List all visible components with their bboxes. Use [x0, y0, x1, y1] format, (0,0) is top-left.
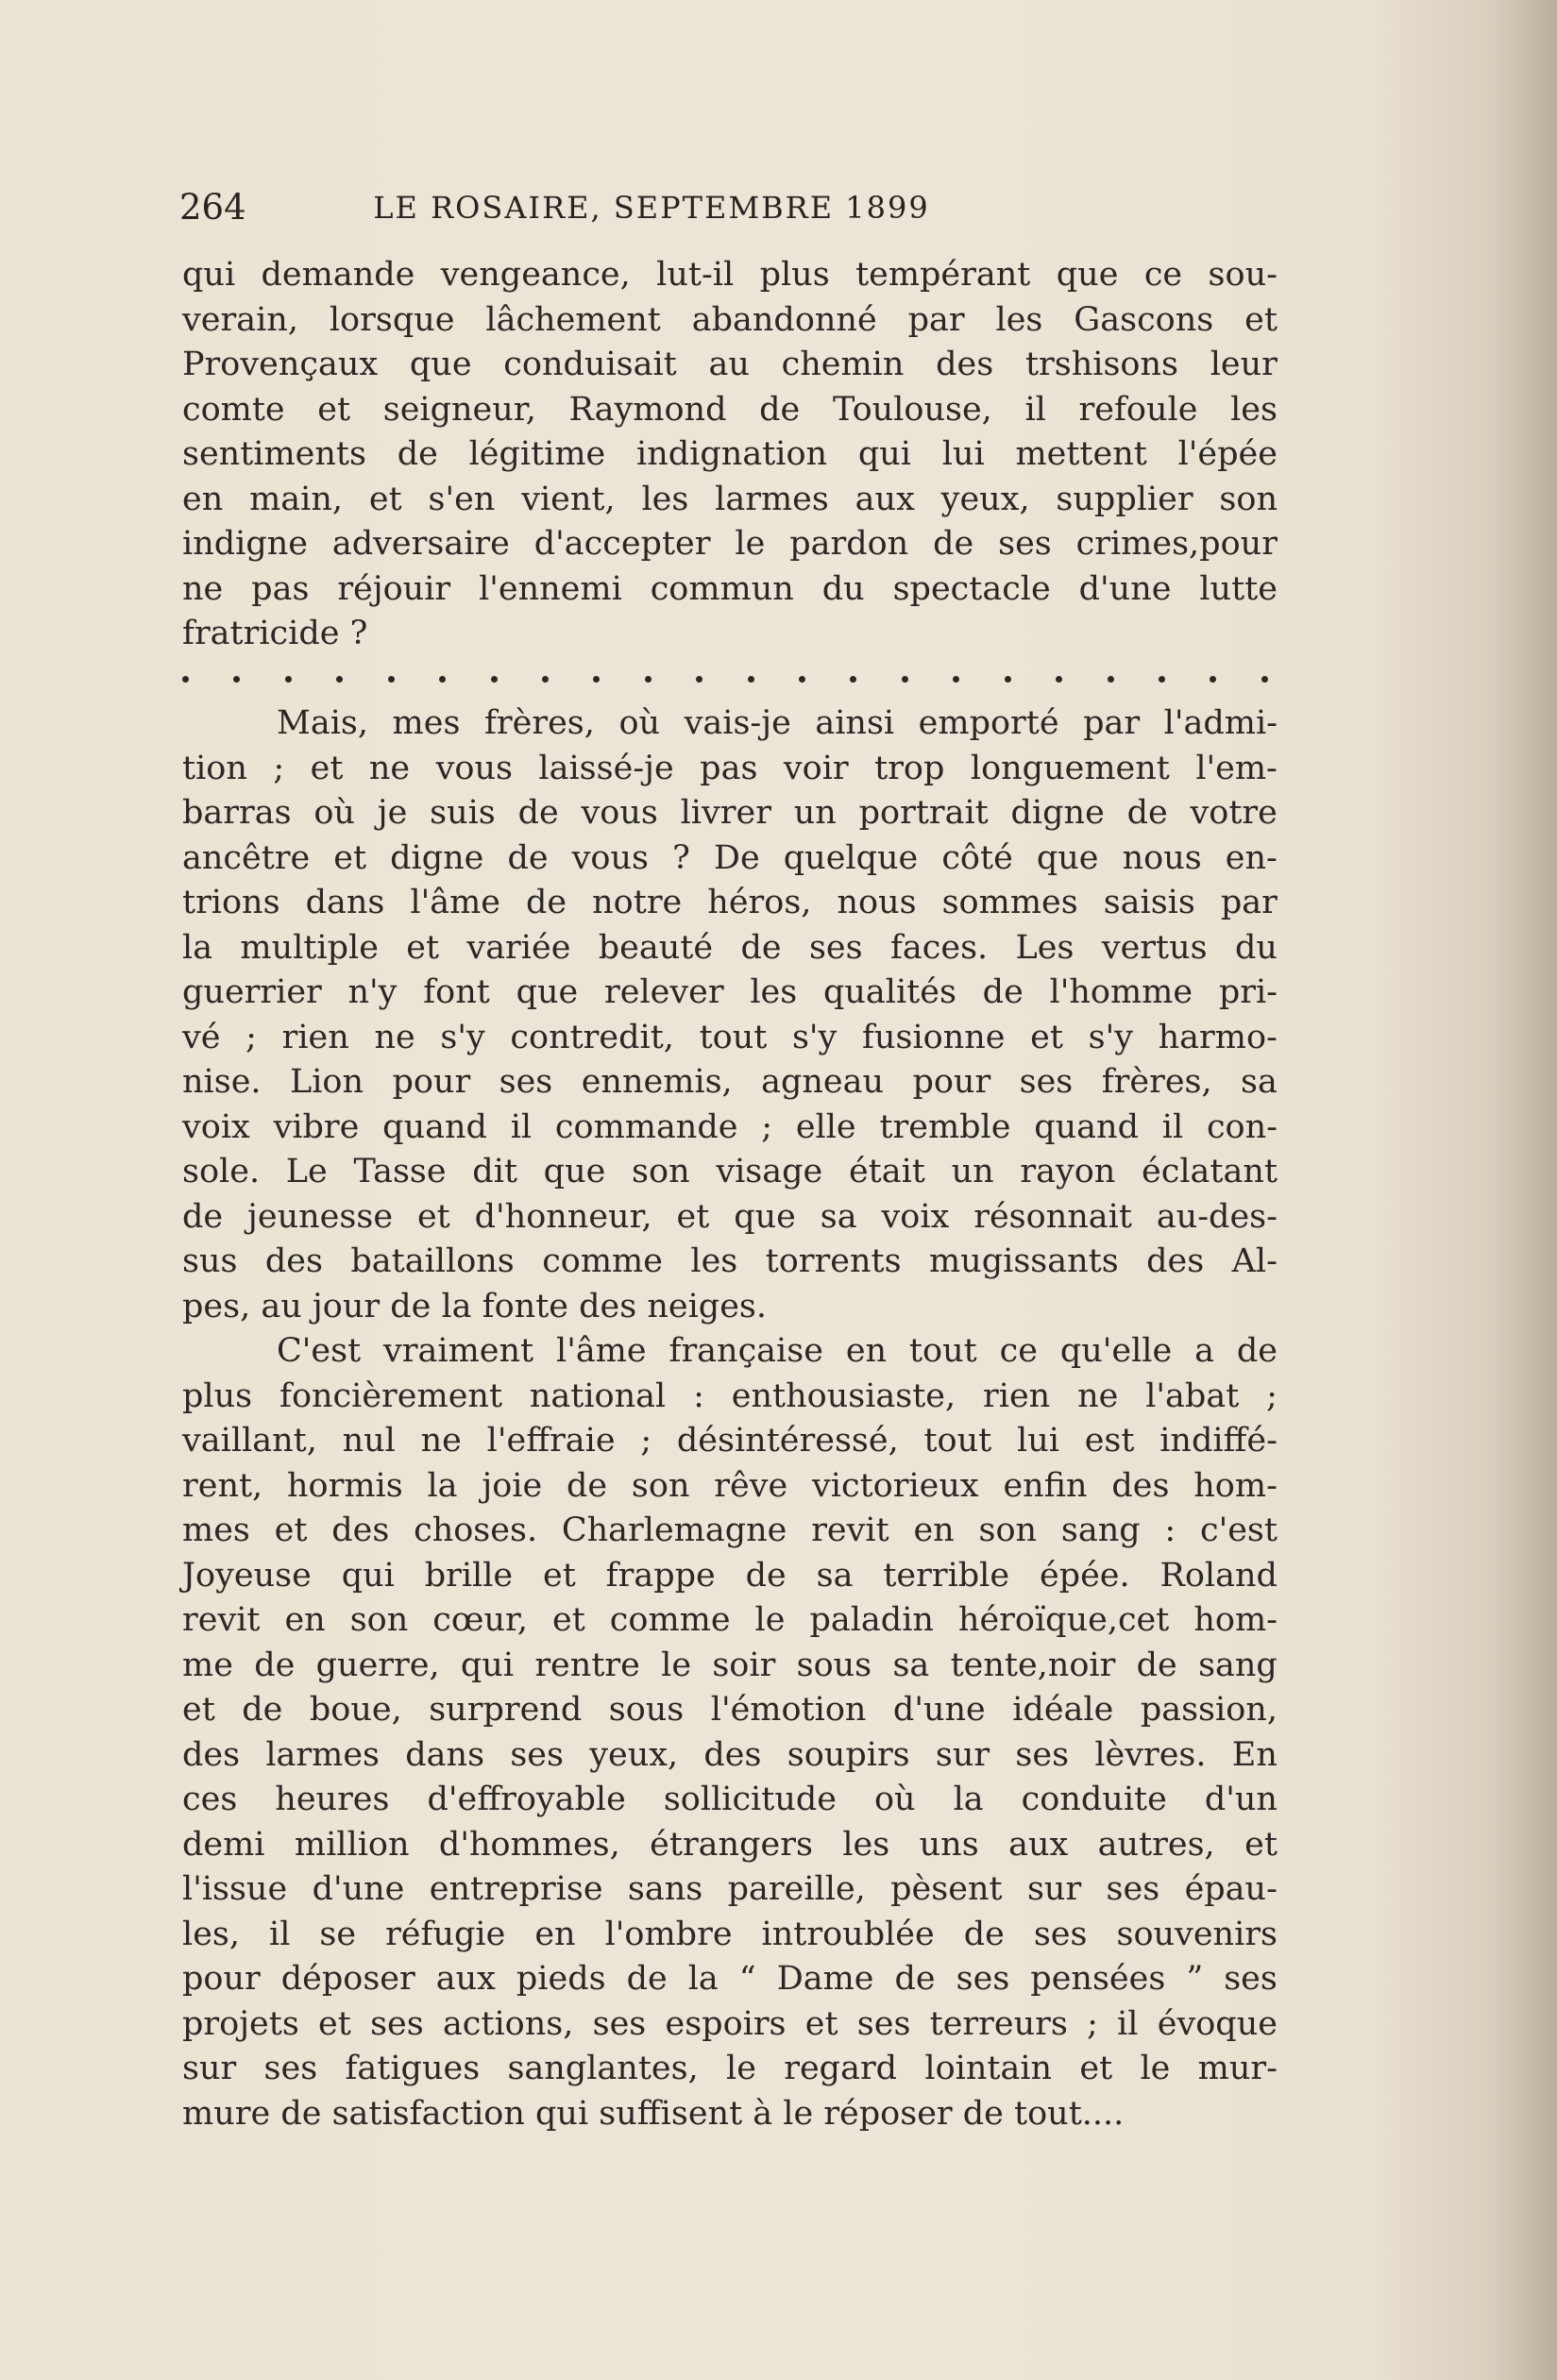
text-line: C'est vraiment l'âme française en tout ce qu'elle a de [277, 1332, 1278, 1370]
separator-dot [1005, 676, 1011, 683]
separator-dot [182, 676, 189, 683]
separator-dot [645, 676, 652, 683]
separator-dot [336, 676, 343, 683]
text-line: Provençaux que conduisait au chemin des trshisons leur [182, 346, 1278, 383]
separator-dot [1261, 676, 1268, 683]
text-line: pes, au jour de la fonte des neiges. [182, 1287, 768, 1325]
paragraph-2 [182, 701, 1278, 1329]
text-line: ne pas réjouir l'ennemi commun du spectacle d'une lutte [182, 569, 1278, 608]
text-line: pour déposer aux pieds de la “ Dame de ses pensées ” ses [182, 1960, 1278, 1998]
running-head [179, 179, 1010, 236]
separator-dot [491, 676, 498, 683]
separator-dot [593, 676, 600, 683]
text-line: trions dans l'âme de notre héros, nous sommes saisis par [182, 884, 1278, 921]
text-line: et de boue, surprend sous l'émotion d'une idéale passion, [182, 1691, 1278, 1729]
page-number: 264 [179, 187, 246, 228]
paragraph-1 [182, 253, 1278, 657]
body-text [182, 253, 1278, 2136]
separator-dot [953, 676, 959, 683]
text-line: la multiple et variée beauté de ses faces. Les vertus du [182, 928, 1278, 967]
text-line: barras où je suis de vous livrer un portrait digne de votre [182, 794, 1278, 832]
text-line: sur ses fatigues sanglantes, le regard lointain et le mur- [182, 2050, 1278, 2087]
separator-dot [542, 676, 549, 683]
text-line: sus des bataillons comme les torrents mugissants des Al- [182, 1242, 1278, 1280]
text-line: voix vibre quand il commande ; elle tremble quand il con- [182, 1107, 1278, 1146]
text-line: sole. Le Tasse dit que son visage était un rayon éclatant [182, 1153, 1278, 1190]
text-line: revit en son cœur, et comme le paladin héroïque,cet hom- [182, 1601, 1278, 1639]
text-line: de jeunesse et d'honneur, et que sa voix résonnait au-des- [182, 1197, 1278, 1236]
separator-dot [799, 676, 805, 683]
separator-dot [285, 676, 292, 683]
separator-dot [1159, 676, 1165, 683]
text-line: ces heures d'effroyable sollicitude où la conduite d'un [182, 1781, 1278, 1818]
separator-dot [748, 676, 754, 683]
text-line: des larmes dans ses yeux, des soupirs sur ses lèvres. En [182, 1735, 1278, 1774]
text-line: Joyeuse qui brille et frappe de sa terrible épée. Roland [182, 1556, 1278, 1595]
text-line: demi million d'hommes, étrangers les uns aux autres, et [182, 1825, 1278, 1864]
text-line: guerrier n'y font que relever les qualités de l'homme pri- [182, 973, 1278, 1011]
text-line: projets et ses actions, ses espoirs et ses terreurs ; il évoque [182, 2004, 1278, 2043]
text-line: vaillant, nul ne l'effraie ; désintéressé, tout lui est indiffé- [182, 1422, 1278, 1460]
text-line: rent, hormis la joie de son rêve victorieux enfin des hom- [182, 1466, 1278, 1505]
text-line: indigne adversaire d'accepter le pardon de ses crimes,pour [182, 525, 1278, 563]
separator-dots [182, 657, 1278, 702]
text-line: les, il se réfugie en l'ombre introublée de ses souvenirs [182, 1915, 1278, 1953]
text-line: fratricide ? [182, 615, 368, 652]
separator-dot [1056, 676, 1062, 683]
separator-dot [1108, 676, 1114, 683]
paragraph-3 [182, 1329, 1278, 2136]
text-line: nise. Lion pour ses ennemis, agneau pour ses frères, sa [182, 1063, 1278, 1101]
separator-dot [850, 676, 856, 683]
text-line: mure de satisfaction qui suffisent à le réposer de tout.... [182, 2094, 1125, 2133]
separator-dot [388, 676, 395, 683]
text-line: ancêtre et digne de vous ? De quelque côté que nous en- [182, 838, 1278, 877]
text-line: verain, lorsque lâchement abandonné par les Gascons et [182, 300, 1278, 339]
running-title: LE ROSAIRE, SEPTEMBRE 1899 [373, 190, 930, 226]
text-line: tion ; et ne vous laissé-je pas voir trop longuement l'em- [182, 749, 1278, 787]
text-line: me de guerre, qui rentre le soir sous sa tente,noir de sang [182, 1646, 1278, 1684]
text-line: Mais, mes frères, où vais-je ainsi emporté par l'admi- [277, 704, 1278, 742]
text-line: comte et seigneur, Raymond de Toulouse, il refoule les [182, 390, 1278, 429]
text-line: en main, et s'en vient, les larmes aux yeux, supplier son [182, 480, 1278, 518]
text-line: qui demande vengeance, lut-il plus tempérant que ce sou- [182, 256, 1278, 294]
text-line: mes et des choses. Charlemagne revit en son sang : c'est [182, 1511, 1278, 1549]
separator-dot [696, 676, 702, 683]
separator-dot [902, 676, 908, 683]
separator-dot [1210, 676, 1216, 683]
text-line: l'issue d'une entreprise sans pareille, pèsent sur ses épau- [182, 1870, 1278, 1908]
separator-dot [439, 676, 446, 683]
separator-dot [233, 676, 240, 683]
text-line: sentiments de légitime indignation qui lui mettent l'épée [182, 435, 1278, 473]
text-line: vé ; rien ne s'y contredit, tout s'y fusionne et s'y harmo- [182, 1018, 1278, 1056]
text-line: plus foncièrement national : enthousiaste, rien ne l'abat ; [182, 1376, 1278, 1415]
page-spine-shadow [1491, 0, 1557, 2380]
